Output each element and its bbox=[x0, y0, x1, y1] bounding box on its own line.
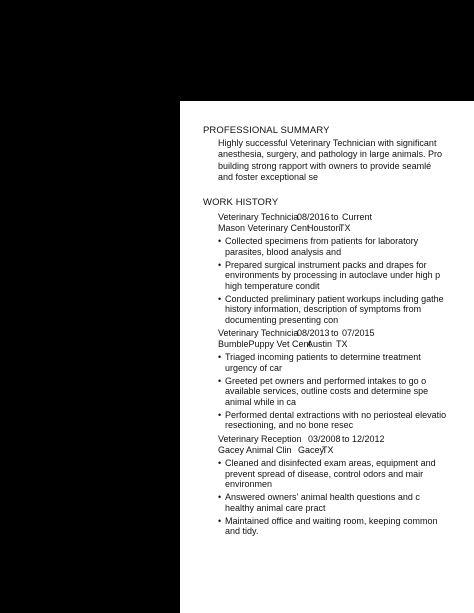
bullet-line: Collected specimens from patients for laboratory bbox=[225, 236, 419, 246]
job-title: Veterinary Reception bbox=[218, 434, 302, 444]
bullet-line: environmen bbox=[225, 479, 273, 489]
bullet-line: high temperature condit bbox=[225, 280, 320, 291]
job-title: Veterinary Technicia bbox=[218, 212, 299, 222]
job-bullets bbox=[218, 458, 474, 537]
bullet-line: prevent spread of disease, control odors and mair bbox=[225, 468, 424, 479]
job-bullets bbox=[218, 352, 474, 431]
job-state: TX bbox=[339, 222, 351, 233]
summary-line: and foster exceptional se bbox=[218, 171, 319, 182]
bullet-icon: • bbox=[218, 352, 222, 362]
list-item bbox=[218, 492, 474, 513]
job-to: to bbox=[331, 328, 339, 338]
job-entry bbox=[218, 212, 474, 328]
bullet-line: parasites, blood analysis and bbox=[225, 246, 342, 257]
bullet-line: environments by processing in autoclave under high p bbox=[225, 270, 441, 280]
bullet-line: Greeted pet owners and performed intakes to go o bbox=[225, 375, 427, 386]
list-item bbox=[218, 410, 474, 431]
list-item bbox=[218, 236, 474, 257]
job-bullets bbox=[218, 236, 474, 325]
bullet-line: Maintained office and waiting room, keeping common bbox=[225, 515, 438, 526]
bullet-line: documenting presenting con bbox=[225, 314, 339, 325]
job-end-date: 07/2015 bbox=[342, 328, 375, 338]
list-item bbox=[218, 352, 474, 373]
job-company: Gacey Animal Clin bbox=[218, 444, 292, 455]
bullet-line: Answered owners' animal health questions and c bbox=[225, 492, 420, 502]
bullet-icon: • bbox=[218, 375, 222, 386]
job-end-date: Current bbox=[342, 212, 373, 222]
list-item bbox=[218, 260, 474, 292]
job-title: Veterinary Technicia bbox=[218, 328, 299, 338]
job-start-date: 08/2013 bbox=[297, 328, 330, 338]
professional-summary-heading: PROFESSIONAL SUMMARY bbox=[203, 125, 330, 136]
summary-line: building strong rapport with owners to provide seamlé bbox=[218, 160, 432, 171]
bullet-icon: • bbox=[218, 492, 222, 502]
bullet-line: Triaged incoming patients to determine treatment bbox=[225, 352, 421, 362]
job-company: Mason Veterinary Cent bbox=[218, 222, 310, 233]
job-start-date: 03/2008 bbox=[308, 434, 341, 444]
bullet-line: Performed dental extractions with no periosteal elevatio bbox=[225, 409, 447, 420]
professional-summary-text bbox=[218, 138, 474, 183]
job-city: Houston bbox=[307, 222, 341, 233]
summary-line: Highly successful Veterinary Technician with significant bbox=[218, 138, 437, 148]
bullet-line: Cleaned and disinfected exam areas, equipment and bbox=[225, 458, 436, 468]
bullet-line: history information, description of symptoms from bbox=[225, 304, 422, 314]
summary-line: anesthesia, surgery, and pathology in large animals. Pro bbox=[218, 149, 442, 160]
bullet-line: animal while in ca bbox=[225, 396, 297, 407]
job-to: to bbox=[342, 434, 350, 444]
list-item bbox=[218, 516, 474, 537]
job-company: BumblePuppy Vet Cent bbox=[218, 338, 312, 349]
bullet-icon: • bbox=[218, 458, 222, 468]
bullet-line: healthy animal care pract bbox=[225, 502, 326, 513]
bullet-icon: • bbox=[218, 236, 222, 246]
job-city: Gacey bbox=[298, 444, 325, 455]
job-state: TX bbox=[322, 444, 334, 455]
work-history-heading: WORK HISTORY bbox=[203, 197, 279, 208]
bullet-line: urgency of car bbox=[225, 362, 283, 373]
bullet-line: available services, outline costs and determine spe bbox=[225, 386, 429, 396]
list-item bbox=[218, 376, 474, 408]
bullet-line: Conducted preliminary patient workups including gathe bbox=[225, 293, 444, 304]
job-to: to bbox=[331, 212, 339, 222]
bullet-line: Prepared surgical instrument packs and drapes for bbox=[225, 259, 427, 270]
job-city: Austin bbox=[307, 338, 333, 349]
bullet-icon: • bbox=[218, 409, 222, 420]
bullet-icon: • bbox=[218, 293, 222, 304]
job-entry bbox=[218, 328, 474, 433]
job-entry bbox=[218, 434, 474, 539]
resume-page bbox=[180, 101, 474, 613]
job-end-date: 12/2012 bbox=[352, 434, 385, 444]
list-item bbox=[218, 294, 474, 326]
job-state: TX bbox=[336, 338, 348, 349]
list-item bbox=[218, 458, 474, 490]
bullet-line: resectioning, and no bone resec bbox=[225, 420, 354, 430]
bullet-icon: • bbox=[218, 259, 222, 270]
job-start-date: 08/2016 bbox=[297, 212, 330, 222]
bullet-icon: • bbox=[218, 515, 222, 526]
bullet-line: and tidy. bbox=[225, 526, 259, 536]
